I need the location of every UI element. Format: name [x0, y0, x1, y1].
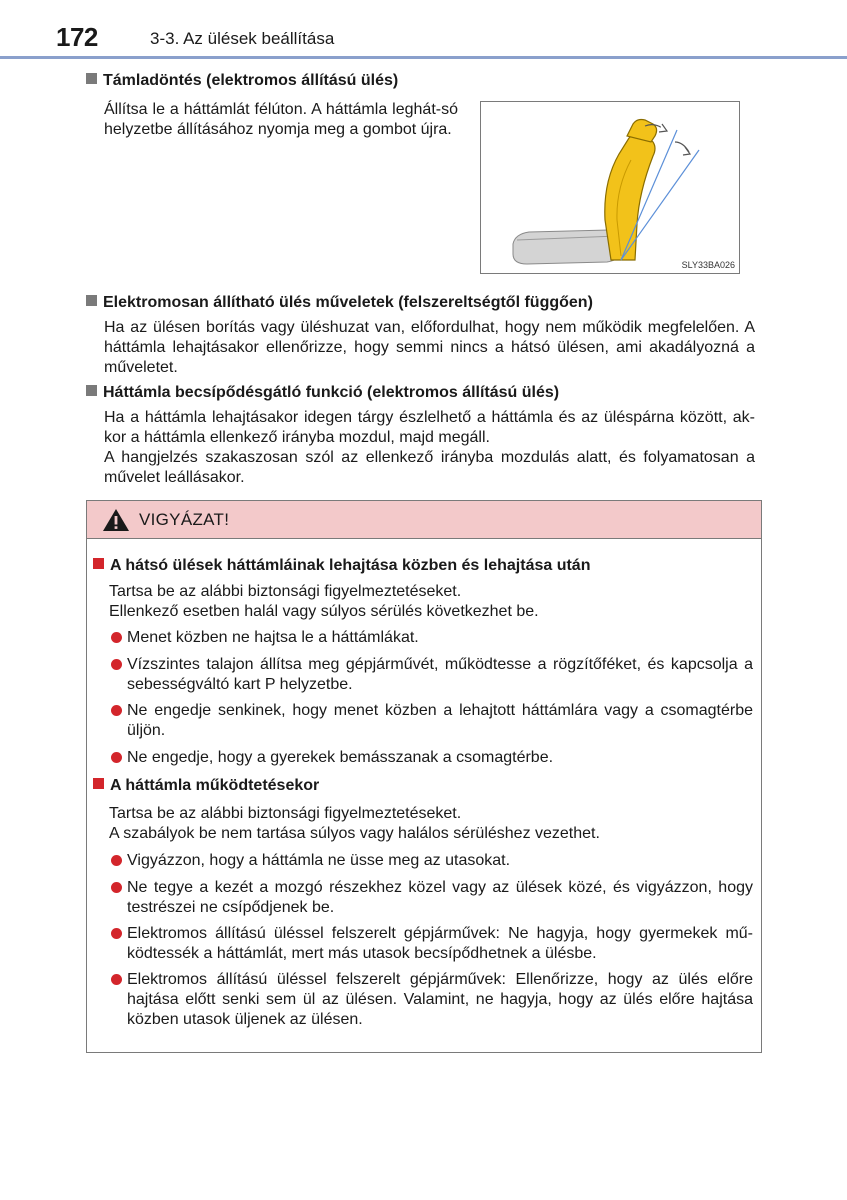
- warning-bullet: Elektromos állítású üléssel felszerelt gépjárművek: Ellenőrizze, hogy az ülés előre hajtása előtt senki sem ül az ülésen. Valamint, ne hagyja, hogy az ülés előre hajtása közben utasok üljenek az ülésen.: [109, 970, 753, 1030]
- warning-block-title: A háttámla működtetésekor: [93, 777, 319, 795]
- chapter-title: 3-3. Az ülések beállítása: [150, 29, 335, 48]
- warning-block-intro: Tartsa be az alábbi biztonsági figyelmeztetéseket. Ellenkező esetben halál vagy súlyos sérülés következhet be.: [109, 583, 539, 620]
- square-bullet-icon: [86, 295, 97, 306]
- warning-bullet: Elektromos állítású üléssel felszerelt gépjárművek: Ne hagyja, hogy gyermekek mű-ködtessék a háttámlát, mert más utasok becsípődhetnek a ülésbe.: [109, 924, 753, 964]
- seat-illustration: [481, 102, 739, 273]
- warning-bullet: Menet közben ne hajtsa le a háttámlákat.: [109, 628, 753, 648]
- section-title-power-seat: Elektromosan állítható ülés műveletek (felszereltségtől függően): [86, 294, 593, 312]
- warning-bullet: Ne engedje, hogy a gyerekek bemásszanak a csomagtérbe.: [109, 748, 753, 768]
- section-title-anti-pinch: Háttámla becsípődésgátló funkció (elektromos állítású ülés): [86, 384, 559, 402]
- seat-recline-figure: [480, 101, 740, 274]
- page-number: 172: [56, 22, 98, 52]
- bullet-dot-icon: [111, 705, 122, 716]
- page-header: [0, 0, 847, 62]
- warning-block-intro: Tartsa be az alábbi biztonsági figyelmeztetéseket. A szabályok be nem tartása súlyos vagy halálos sérüléshez vezethet.: [109, 805, 600, 842]
- bullet-dot-icon: [111, 882, 122, 893]
- section-text-power-seat: Ha az ülésen borítás vagy üléshuzat van, előfordulhat, hogy nem működik megfelelően. A háttámla lehajtásakor ellenőrizze, hogy semmi nincs a hátsó ülésen, ami akadályozná a műveletet.: [104, 319, 755, 376]
- section-text-anti-pinch: Ha a háttámla lehajtásakor idegen tárgy észlelhető a háttámla és az üléspárna között, ak-kor a háttámla ellenkező irányba mozdul, majd megáll. A hangjelzés szakaszosan szól az ellenkező irányba mozdulás alatt, és folyamatosan a művelet leállásakor.: [104, 409, 755, 486]
- warning-header: [87, 501, 761, 539]
- warning-label: VIGYÁZAT!: [139, 510, 230, 529]
- warning-bullet: Ne tegye a kezét a mozgó részekhez közel vagy az ülések közé, és vigyázzon, hogy testrészei ne csípődjenek be.: [109, 878, 753, 918]
- bullet-dot-icon: [111, 974, 122, 985]
- bullet-dot-icon: [111, 928, 122, 939]
- warning-bullet: Vízszintes talajon állítsa meg gépjárművét, működtesse a rögzítőféket, és kapcsolja a sebességváltó kart P helyzetbe.: [109, 655, 753, 695]
- warning-bullet: Ne engedje senkinek, hogy menet közben a lehajtott háttámlára vagy a csomagtérbe üljön.: [109, 701, 753, 741]
- figure-code: SLY33BA026: [681, 260, 735, 270]
- warning-box: [86, 500, 762, 1053]
- square-bullet-icon: [93, 558, 104, 569]
- square-bullet-icon: [86, 73, 97, 84]
- warning-block-title: A hátsó ülések háttámláinak lehajtása közben és lehajtása után: [93, 557, 590, 575]
- section-title-recline: Támladöntés (elektromos állítású ülés): [86, 72, 398, 90]
- bullet-dot-icon: [111, 659, 122, 670]
- bullet-dot-icon: [111, 632, 122, 643]
- warning-triangle-icon: [102, 508, 130, 532]
- square-bullet-icon: [86, 385, 97, 396]
- section-text-recline: Állítsa le a háttámlát félúton. A háttámla leghát-só helyzetbe állításához nyomja meg a gombot újra.: [104, 101, 458, 138]
- square-bullet-icon: [93, 778, 104, 789]
- warning-bullet: Vigyázzon, hogy a háttámla ne üsse meg az utasokat.: [109, 851, 753, 871]
- bullet-dot-icon: [111, 855, 122, 866]
- header-rule: [0, 56, 847, 59]
- bullet-dot-icon: [111, 752, 122, 763]
